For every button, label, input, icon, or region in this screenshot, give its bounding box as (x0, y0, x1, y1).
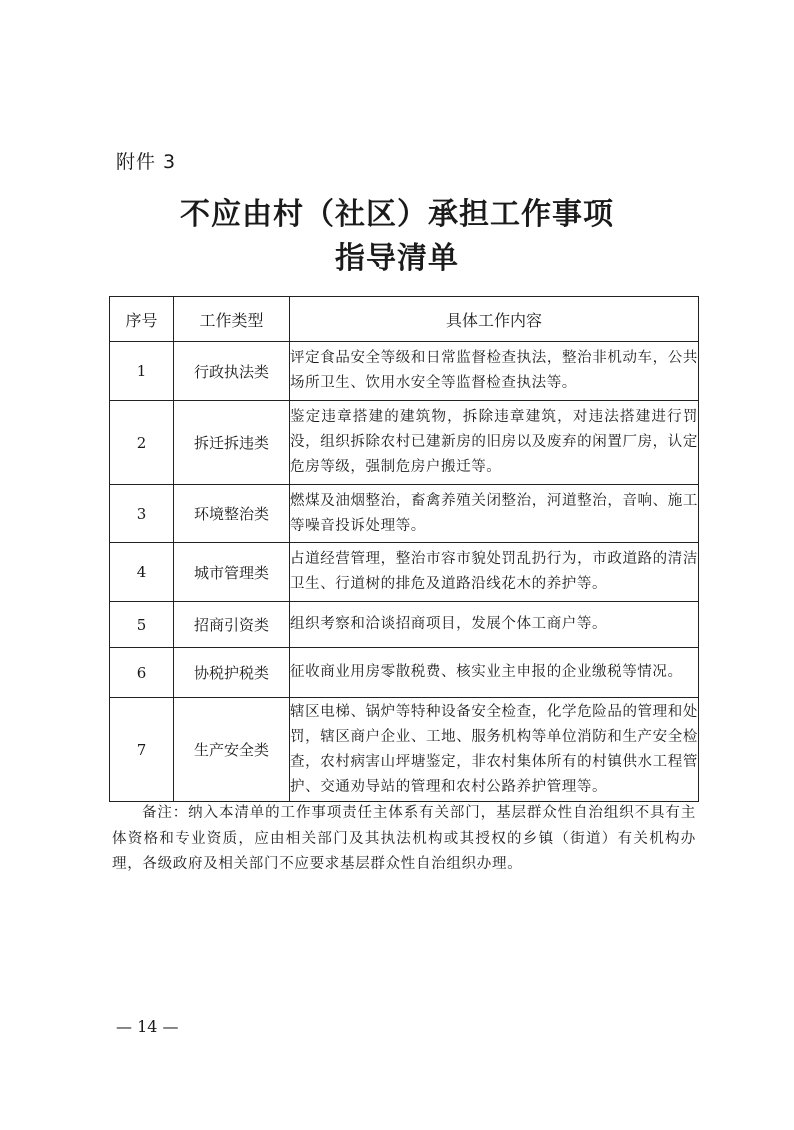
row-content: 鉴定违章搭建的建筑物，拆除违章建筑，对违法搭建进行罚没，组织拆除农村已建新房的旧房以及废弃的闲置厂房，认定危房等级，强制危房户搬迁等。 (290, 401, 699, 485)
table-row (110, 401, 699, 485)
row-number: 3 (110, 485, 174, 543)
row-content: 燃煤及油烟整治，畜禽养殖关闭整治，河道整治，音响、施工等噪音投诉处理等。 (290, 485, 699, 543)
row-type: 环境整治类 (174, 485, 290, 543)
table-row (110, 648, 699, 698)
row-content: 辖区电梯、锅炉等特种设备安全检查，化学危险品的管理和处罚，辖区商户企业、工地、服务机构等单位消防和生产安全检查，农村病害山坪塘鉴定，非农村集体所有的村镇供水工程管护、交通劝导站的管理和农村公路养护管理等。 (290, 698, 699, 802)
row-type: 城市管理类 (174, 543, 290, 602)
table-row (110, 485, 699, 543)
row-type: 拆迁拆违类 (174, 401, 290, 485)
row-number: 1 (110, 342, 174, 401)
row-type: 生产安全类 (174, 698, 290, 802)
table-row (110, 342, 699, 401)
table-row (110, 543, 699, 602)
task-list-table (109, 296, 699, 802)
table-row (110, 602, 699, 648)
row-number: 2 (110, 401, 174, 485)
header-content: 具体工作内容 (290, 297, 699, 342)
row-number: 6 (110, 648, 174, 698)
row-number: 4 (110, 543, 174, 602)
footnote-remark: 备注：纳入本清单的工作事项责任主体系有关部门，基层群众性自治组织不具有主体资格和专业资质，应由相关部门及其执法机构或其授权的乡镇（街道）有关机构办理，各级政府及相关部门不应要求基层群众性自治组织办理。 (112, 805, 696, 872)
row-content: 占道经营管理，整治市容市貌处罚乱扔行为，市政道路的清洁卫生、行道树的排危及道路沿线花木的养护等。 (290, 543, 699, 602)
row-type: 招商引资类 (174, 602, 290, 648)
page-number: — 14 — (116, 1017, 179, 1036)
attachment-label: 附件 3 (116, 151, 177, 173)
row-content: 征收商业用房零散税费、核实业主申报的企业缴税等情况。 (290, 648, 699, 698)
row-content: 组织考察和洽谈招商项目，发展个体工商户等。 (290, 602, 699, 648)
row-number: 5 (110, 602, 174, 648)
document-subtitle: 指导清单 (335, 241, 459, 276)
header-type: 工作类型 (174, 297, 290, 342)
row-type: 行政执法类 (174, 342, 290, 401)
table-row (110, 698, 699, 802)
header-number: 序号 (110, 297, 174, 342)
row-type: 协税护税类 (174, 648, 290, 698)
document-title: 不应由村（社区）承担工作事项 (180, 197, 614, 232)
table-header-row (110, 297, 699, 342)
row-number: 7 (110, 698, 174, 802)
row-content: 评定食品安全等级和日常监督检查执法，整治非机动车，公共场所卫生、饮用水安全等监督检查执法等。 (290, 342, 699, 401)
